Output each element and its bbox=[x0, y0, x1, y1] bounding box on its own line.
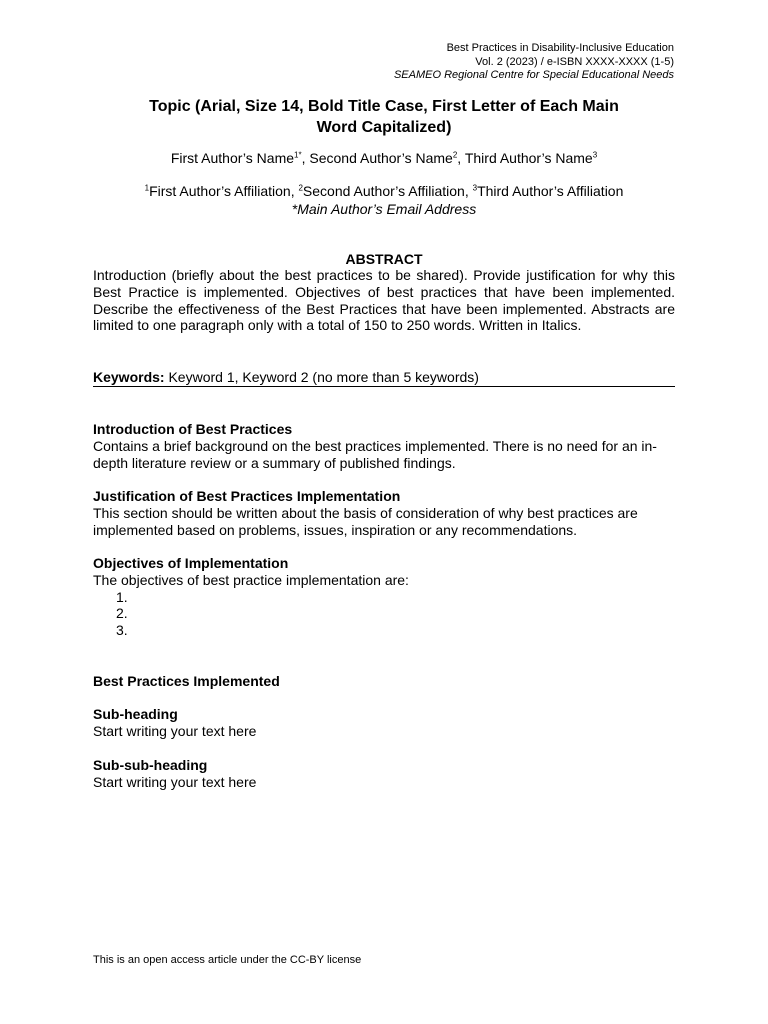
title-line-2: Word Capitalized) bbox=[316, 119, 452, 136]
abstract-divider bbox=[93, 386, 675, 387]
running-header bbox=[394, 42, 674, 83]
affiliation-1-marker: 1 bbox=[144, 183, 150, 193]
author-2-name: Second Author’s Name bbox=[309, 150, 453, 166]
section-introduction bbox=[93, 421, 675, 471]
affiliation-2-marker: 2 bbox=[298, 183, 303, 193]
section-heading: Sub-heading bbox=[93, 706, 178, 722]
author-3-name: Third Author’s Name bbox=[464, 150, 593, 166]
license-footer: This is an open access article under the CC-BY license bbox=[93, 954, 362, 966]
affiliation-line bbox=[93, 183, 675, 201]
author-1-name: First Author’s Name bbox=[170, 150, 295, 166]
title-line-1: Topic (Arial, Size 14, Bold Title Case, First Letter of Each Main bbox=[149, 98, 619, 115]
affiliation-1: First Author’s Affiliation, bbox=[149, 183, 299, 199]
affiliation-block bbox=[93, 183, 675, 218]
section-best-practices-implemented bbox=[93, 673, 675, 690]
section-body: Contains a brief background on the best practices implemented. There is no need for an in-depth literature review or a summary of published findings. bbox=[93, 437, 657, 471]
section-heading: Introduction of Best Practices bbox=[93, 421, 293, 437]
section-heading: Objectives of Implementation bbox=[93, 555, 289, 571]
section-sub-heading bbox=[93, 706, 675, 740]
keywords-label: Keywords: bbox=[93, 369, 165, 385]
header-series-title: Best Practices in Disability-Inclusive Education bbox=[446, 42, 674, 54]
author-separator: , bbox=[301, 150, 310, 166]
paper-title bbox=[93, 96, 675, 138]
section-heading: Sub-sub-heading bbox=[93, 757, 208, 773]
header-volume-isbn: Vol. 2 (2023) / e-ISBN XXXX-XXXX (1-5) bbox=[475, 55, 674, 68]
header-publisher: SEAMEO Regional Centre for Special Educational Needs bbox=[393, 69, 674, 81]
author-3-marker: 3 bbox=[592, 150, 598, 160]
list-item: 3. bbox=[116, 622, 128, 639]
list-item: 1. bbox=[116, 588, 128, 605]
objectives-list bbox=[93, 589, 675, 639]
section-body: The objectives of best practice implementation are: bbox=[93, 571, 409, 588]
section-body: Start writing your text here bbox=[93, 773, 257, 790]
keywords-line bbox=[93, 368, 675, 386]
list-item: 2. bbox=[116, 605, 128, 622]
section-sub-sub-heading bbox=[93, 757, 675, 791]
section-objectives bbox=[93, 555, 675, 639]
keywords-text: Keyword 1, Keyword 2 (no more than 5 keywords) bbox=[164, 369, 479, 385]
corresponding-email: *Main Author’s Email Address bbox=[291, 200, 477, 217]
affiliation-3-marker: 3 bbox=[472, 183, 478, 193]
section-heading: Best Practices Implemented bbox=[93, 673, 280, 689]
author-2-marker: 2 bbox=[452, 150, 458, 160]
section-justification bbox=[93, 488, 675, 538]
section-body: Start writing your text here bbox=[93, 722, 257, 739]
section-body: This section should be written about the basis of consideration of why best practices are implemented based on problems, issues, inspiration or any recommendations. bbox=[93, 504, 638, 538]
abstract-body: Introduction (briefly about the best practices to be shared). Provide justification for why this Best Practice is implemented. Objectives of best practices that have been implemented. Describe the effectiveness of the Best Practices that have been implemented. Abstracts are limited to one paragraph only with a total of 150 to 250 words. Written in Italics. bbox=[93, 267, 675, 334]
author-separator: , bbox=[457, 150, 465, 166]
author-list bbox=[93, 149, 675, 167]
affiliation-3: Third Author’s Affiliation bbox=[477, 183, 624, 199]
affiliation-2: Second Author’s Affiliation, bbox=[302, 183, 473, 199]
abstract-heading: ABSTRACT bbox=[345, 251, 423, 267]
author-1-marker: 1* bbox=[294, 150, 302, 160]
section-heading: Justification of Best Practices Implementation bbox=[93, 488, 401, 504]
